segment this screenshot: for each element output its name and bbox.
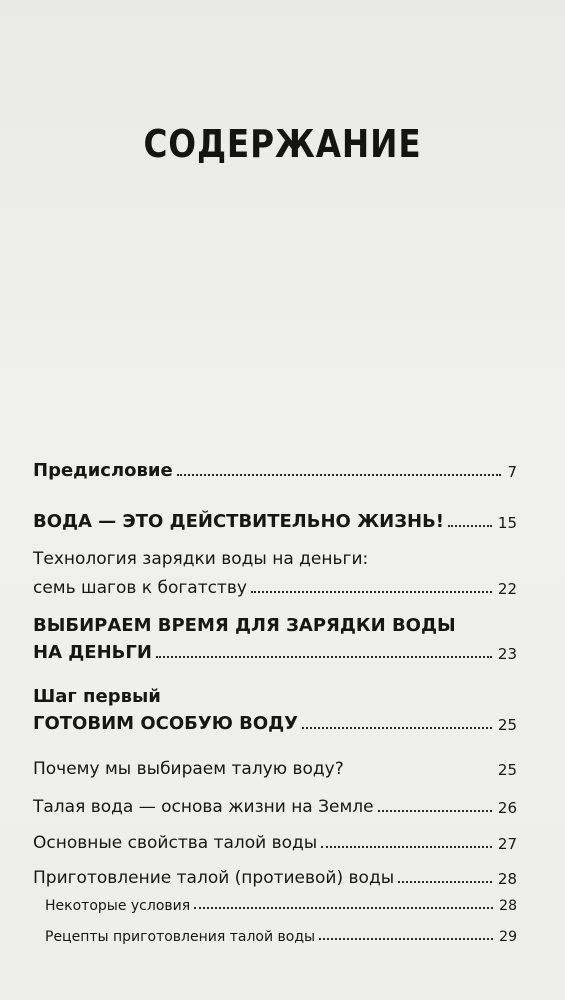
toc-entry-label: НА ДЕНЬГИ (33, 642, 152, 663)
toc-entry-label: ГОТОВИМ ОСОБУЮ ВОДУ (33, 713, 299, 734)
toc-entry-melt-basis[interactable] (33, 797, 517, 817)
dot-leader (378, 810, 492, 812)
toc-entry-label: Талая вода — основа жизни на Земле (33, 797, 374, 817)
toc-subentry-recipes[interactable] (45, 929, 517, 945)
toc-entry-why-melt[interactable] (33, 759, 517, 779)
dot-leader (302, 727, 492, 729)
toc-entry-step1-line1[interactable]: Шаг первый (33, 686, 161, 707)
toc-entry-label: Рецепты приготовления талой воды (45, 929, 316, 945)
dot-leader (398, 881, 492, 883)
toc-page-number: 22 (497, 580, 517, 598)
dot-leader (156, 656, 492, 658)
toc-page-number: 29 (499, 929, 517, 945)
toc-entry-label: Почему мы выбираем талую воду? (33, 759, 344, 779)
toc-entry-label: Приготовление талой (протиевой) воды (33, 868, 395, 888)
toc-entry-tech-line1[interactable]: Технология зарядки воды на деньги: (33, 549, 369, 569)
toc-entry-tech[interactable] (33, 578, 517, 598)
dot-leader (319, 938, 493, 940)
table-of-contents (33, 0, 517, 1000)
dot-leader (251, 591, 492, 593)
toc-entry-label: ВОДА — ЭТО ДЕЙСТВИТЕЛЬНО ЖИЗНЬ! (33, 511, 444, 532)
toc-entry-preparation[interactable] (33, 868, 517, 888)
toc-entry-label: Некоторые условия (45, 898, 191, 914)
toc-page-number: 26 (497, 799, 517, 817)
toc-page-number: 25 (497, 761, 517, 779)
page-title: СОДЕРЖАНИЕ (143, 122, 422, 166)
toc-page-number: 23 (497, 645, 517, 663)
toc-page-number: 25 (497, 716, 517, 734)
toc-entry-preface[interactable] (33, 460, 517, 481)
dot-leader (177, 474, 502, 476)
dot-leader (348, 772, 492, 774)
toc-entry-choose-time[interactable] (33, 642, 517, 663)
toc-page-number: 27 (497, 835, 517, 853)
toc-page-number: 28 (497, 870, 517, 888)
toc-entry-choose-time-line1[interactable]: ВЫБИРАЕМ ВРЕМЯ ДЛЯ ЗАРЯДКИ ВОДЫ (33, 615, 456, 636)
toc-page-number: 15 (497, 514, 517, 532)
dot-leader (448, 525, 492, 527)
toc-entry-label: семь шагов к богатству (33, 578, 247, 598)
toc-entry-label: Основные свойства талой воды (33, 833, 318, 853)
toc-subentry-conditions[interactable] (45, 898, 517, 914)
toc-entry-label: Предисловие (33, 460, 173, 481)
toc-page-number: 7 (507, 463, 517, 481)
toc-entry-step1[interactable] (33, 713, 517, 734)
dot-leader (194, 907, 493, 909)
dot-leader (321, 846, 492, 848)
toc-entry-water-life[interactable] (33, 511, 517, 532)
toc-page-number: 28 (499, 898, 517, 914)
toc-entry-properties[interactable] (33, 833, 517, 853)
